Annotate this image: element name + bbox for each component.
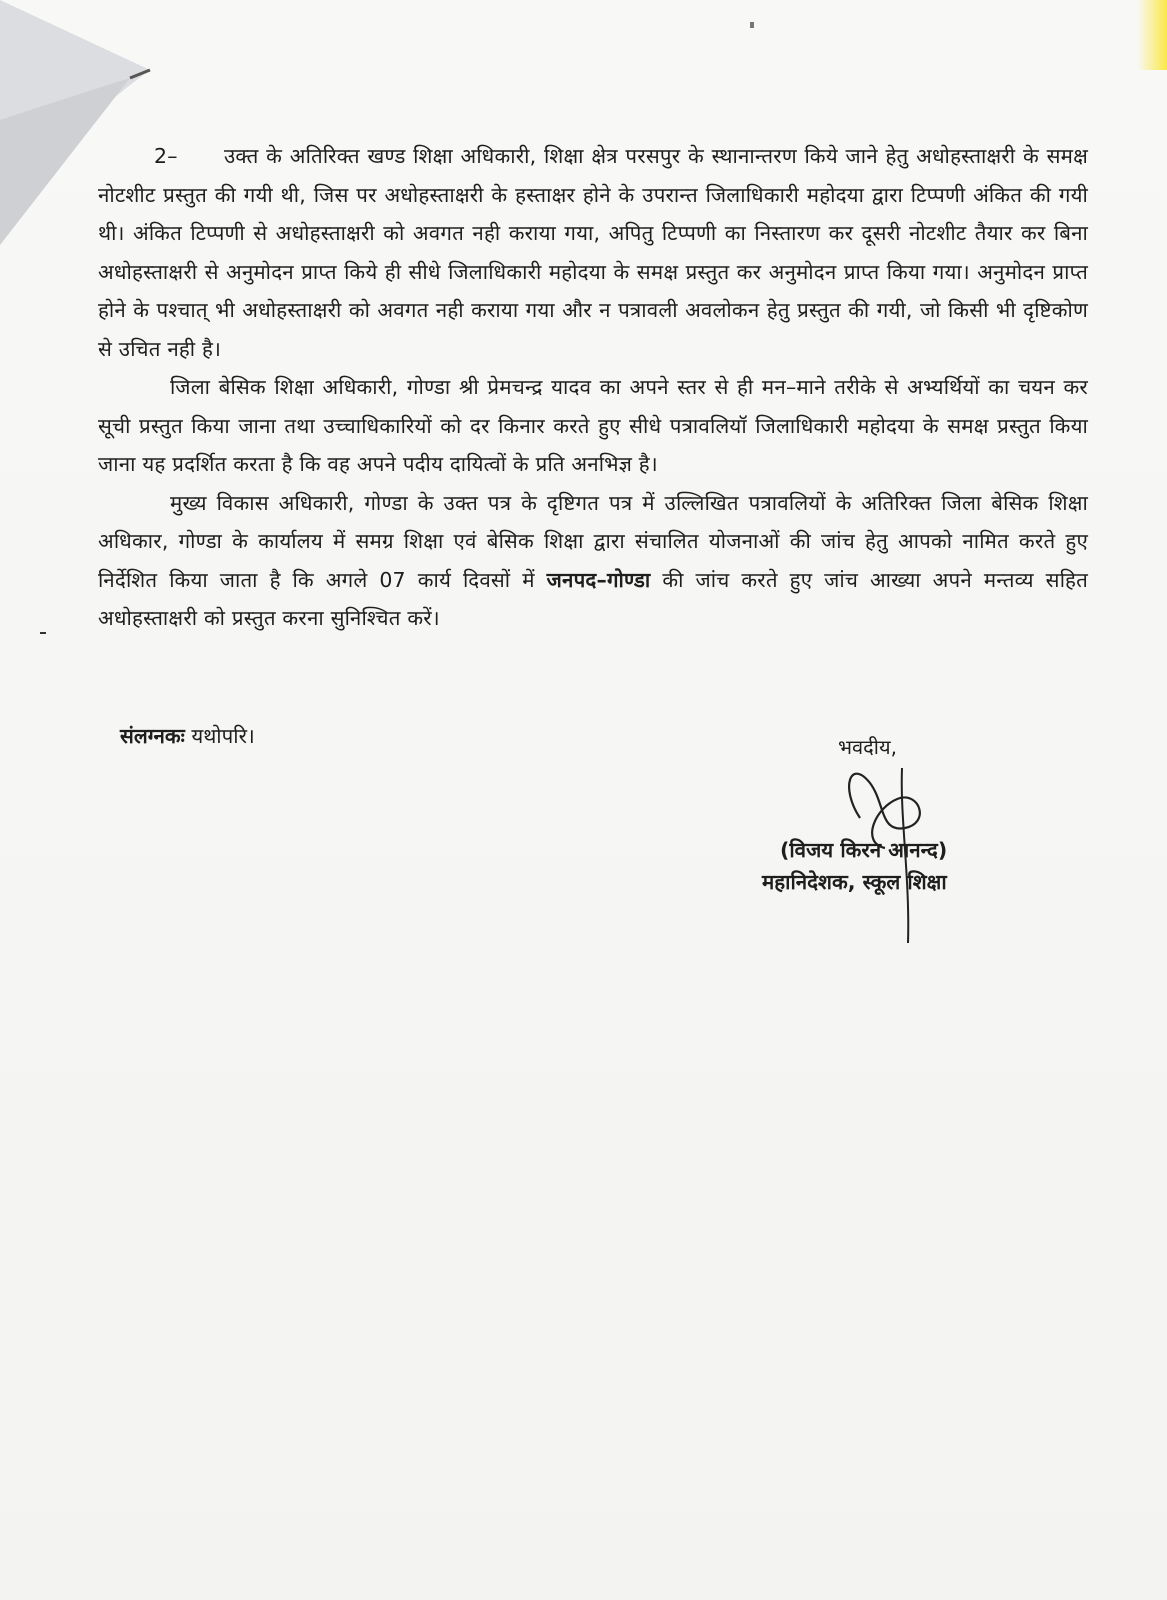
signatory-designation: महानिदेशक, स्कूल शिक्षा <box>762 870 947 894</box>
paragraph-direction <box>98 484 1088 638</box>
paragraph-direction-text-1: मुख्य विकास अधिकारी, गोण्डा के उक्त पत्र के दृष्टिगत पत्र में उल्लिखित पत्रावलियों के अतिरिक्त जिला बेसिक शिक्षा अधिकार, गोण्डा के कार्यालय में समग्र शिक्षा एवं बेसिक शिक्षा द्वारा संचालित योजनाओं की जांच हेतु आपको नामित करते हुए निर्देशित किया जाता है कि अगले 07 कार्य दिवसों में <box>98 490 1088 592</box>
stray-mark <box>40 632 46 634</box>
enclosure-line <box>120 722 255 750</box>
paragraph-direction-text-2: की जांच करते हुए जांच आख्या अपने मन्तव्य सहित अधोहस्ताक्षरी को प्रस्तुत करना सुनिश्चित करें। <box>98 567 1089 630</box>
stray-mark <box>750 22 754 28</box>
paragraph-2 <box>98 137 1088 368</box>
signatory-name: (विजय किरन आनन्द) <box>780 838 948 862</box>
paragraph-2-text: उक्त के अतिरिक्त खण्ड शिक्षा अधिकारी, शिक्षा क्षेत्र परसपुर के स्थानान्तरण किये जाने हेतु अधोहस्ताक्षरी के समक्ष नोटशीट प्रस्तुत की गयी थी, जिस पर अधोहस्ताक्षरी के हस्ताक्षर होने के उपरान्त जिलाधिकारी महोदया द्वारा टिप्पणी अंकित की गयी थी। अंकित टिप्पणी से अधोहस्ताक्षरी को अवगत नही कराया गया, अपितु टिप्पणी का निस्तारण कर दूसरी नोटशीट तैयार कर बिना अधोहस्ताक्षरी से अनुमोदन प्राप्त किये ही सीधे जिलाधिकारी महोदया के समक्ष प्रस्तुत कर अनुमोदन प्राप्त किया गया। अनुमोदन प्राप्त होने के पश्चात् भी अधोहस्ताक्षरी को अवगत नही कराया गया और न पत्रावली अवलोकन हेतु प्रस्तुत की गयी, जो किसी भी दृष्टिकोण से उचित नही है। <box>98 144 1088 361</box>
enclosure-label: संलग्नकः <box>120 724 185 748</box>
letter-body <box>98 137 1088 638</box>
yellow-edge <box>1137 0 1167 70</box>
paragraph-deo-remark: जिला बेसिक शिक्षा अधिकारी, गोण्डा श्री प्रेमचन्द्र यादव का अपने स्तर से ही मन–माने तरीके से अभ्यर्थियों का चयन कर सूची प्रस्तुत किया जाना तथा उच्चाधिकारियों को दर किनार करते हुए सीधे पत्रावलियॉ जिलाधिकारी महोदया के समक्ष प्रस्तुत किया जाना यह प्रदर्शित करता है कि वह अपने पदीय दायित्वों के प्रति अनभिज्ञ है। <box>98 375 1088 476</box>
district-name: जनपद–गोण्डा <box>546 567 651 592</box>
closing-salutation: भवदीय, <box>838 735 897 759</box>
paragraph-number: 2– <box>154 144 178 168</box>
enclosure-value: यथोपरि। <box>191 724 255 748</box>
